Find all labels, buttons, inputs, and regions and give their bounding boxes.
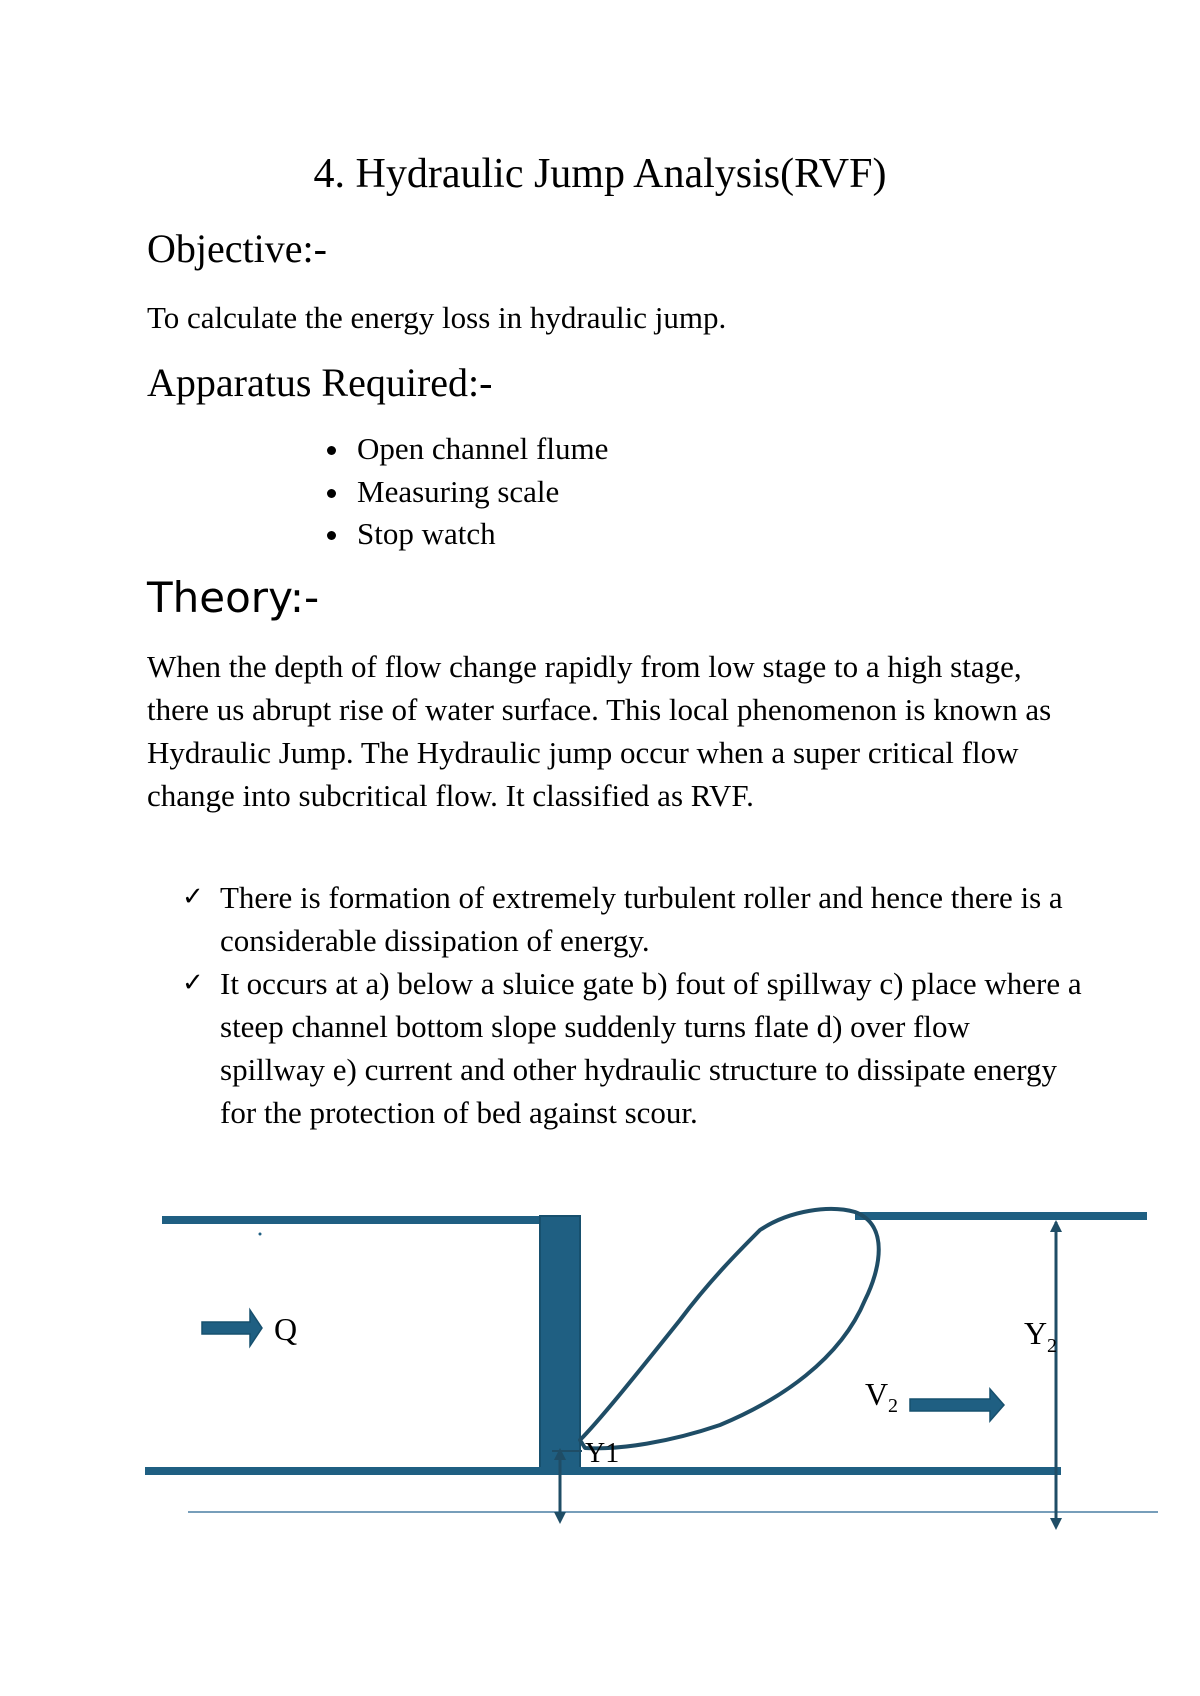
jump-roller-outline [580,1209,879,1448]
y2-arrow-down-icon [1050,1518,1062,1530]
theory-paragraph: When the depth of flow change rapidly from low stage to a high stage, there us abrupt rise of water surface. This local phenomenon is known as Hydraulic Jump. The Hydraulic jump occur when a super critical flow change into subcritical flow. It classified as RVF. [147,649,1052,813]
label-y2: Y [1024,1315,1048,1351]
label-v2: V [865,1376,889,1412]
apparatus-item: Measuring scale [357,471,608,514]
apparatus-item: Stop watch [357,513,608,556]
page-title: 4. Hydraulic Jump Analysis(RVF) [313,151,887,197]
y1-arrow-down-icon [554,1512,566,1524]
velocity-arrow-icon [910,1389,1004,1421]
dot-mark [259,1233,262,1236]
downstream-top-wall [855,1212,1147,1220]
check-item-text: There is formation of extremely turbulent roller and hence there is a considerable dissipation of energy. [220,880,1063,958]
y2-arrow-up-icon [1050,1220,1062,1232]
theory-heading: Theory:- [147,573,320,622]
flow-arrow-icon [202,1310,262,1346]
sluice-gate [540,1216,580,1472]
objective-text: To calculate the energy loss in hydraulic jump. [147,300,727,335]
label-y2-subscript: 2 [1047,1335,1057,1357]
label-q: Q [274,1311,298,1347]
checkmark-icon: ✓ [182,882,204,912]
check-item-text: It occurs at a) below a sluice gate b) fout of spillway c) place where a steep channel bottom slope suddenly turns flate d) over flow spillway e) current and other hydraulic structure to dissipate energy for the protection of bed against scour. [220,966,1082,1130]
checkmark-icon: ✓ [182,968,204,998]
label-y1: Y1 [585,1438,620,1469]
apparatus-heading: Apparatus Required:- [147,360,493,405]
objective-heading: Objective:- [147,226,327,271]
label-v2-subscript: 2 [888,1395,898,1417]
apparatus-item: Open channel flume [357,428,608,471]
upstream-top-wall [162,1216,560,1224]
